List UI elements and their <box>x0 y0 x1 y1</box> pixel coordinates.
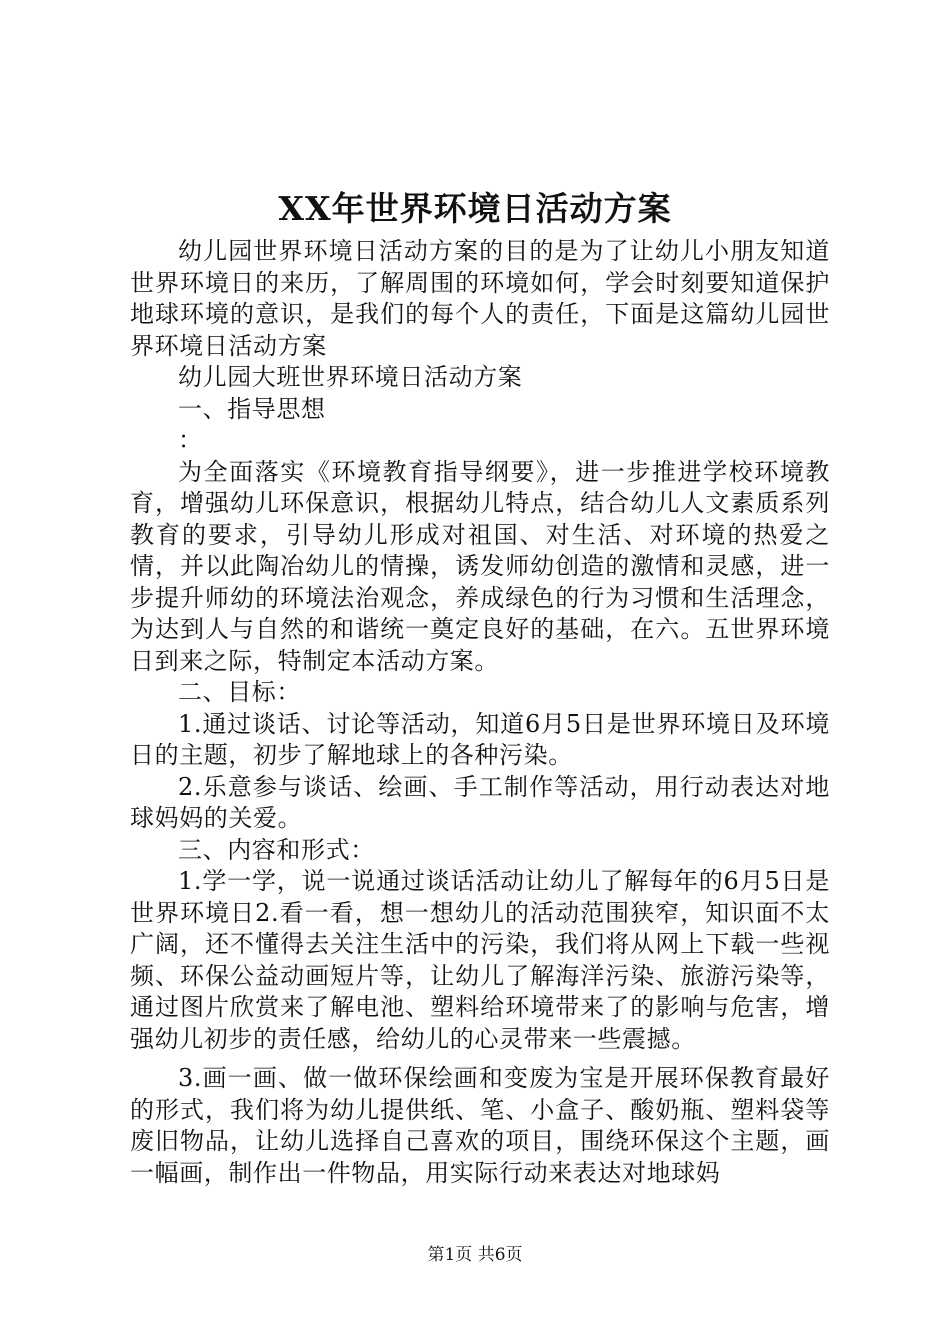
paragraph-content-1-2: 1.学一学，说一说通过谈话活动让幼儿了解每年的6月5日是世界环境日2.看一看，想一想幼儿的活动范围狭窄，知识面不太广阔，还不懂得去关注生活中的污染，我们将从网上下载一些视频、环保公益动画短片等，让幼儿了解海洋污染、旅游污染等，通过图片欣赏来了解电池、塑料给环境带来了的影响与危害，增强幼儿初步的责任感，给幼儿的心灵带来一些震撼。 <box>130 867 830 1053</box>
document-title: XX年世界环境日活动方案 <box>278 189 672 228</box>
section-heading-content-form: 三、内容和形式： <box>178 835 375 864</box>
paragraph-colon: ： <box>178 426 203 454</box>
paragraph-goal-2: 2.乐意参与谈话、绘画、手工制作等活动，用行动表达对地球妈妈的关爱。 <box>130 772 830 832</box>
paragraph-content-3: 3.画一画、做一做环保绘画和变废为宝是开展环保教育最好的形式，我们将为幼儿提供纸、笔、小盒子、酸奶瓶、塑料袋等废旧物品，让幼儿选择自己喜欢的项目，围绕环保这个主题，画一幅画，制作出一件物品，用实际行动来表达对地球妈 <box>130 1064 830 1187</box>
paragraph-subtitle: 幼儿园大班世界环境日活动方案 <box>178 363 523 391</box>
section-heading-goals: 二、目标： <box>178 678 301 706</box>
paragraph-goal-1: 1.通过谈话、讨论等活动，知道6月5日是世界环境日及环境日的主题，初步了解地球上的各种污染。 <box>130 709 830 769</box>
page-footer: 第1页 共6页 <box>427 1245 523 1265</box>
paragraph-guiding-thought: 为全面落实《环境教育指导纲要》，进一步推进学校环境教育，增强幼儿环保意识，根据幼儿特点，结合幼儿人文素质系列教育的要求，引导幼儿形成对祖国、对生活、对环境的热爱之情，并以此陶冶幼儿的情操，诱发师幼创造的激情和灵感，进一步提升师幼的环境法治观念，养成绿色的行为习惯和生活理念，为达到人与自然的和谐统一奠定良好的基础，在六。五世界环境日到来之际，特制定本活动方案。 <box>130 457 830 675</box>
section-heading-guiding-thought: 一、指导思想 <box>178 394 326 423</box>
document-body <box>130 236 830 1189</box>
paragraph-intro: 幼儿园世界环境日活动方案的目的是为了让幼儿小朋友知道世界环境日的来历，了解周围的环境如何，学会时刻要知道保护地球环境的意识，是我们的每个人的责任，下面是这篇幼儿园世界环境日活动方案 <box>130 237 830 360</box>
